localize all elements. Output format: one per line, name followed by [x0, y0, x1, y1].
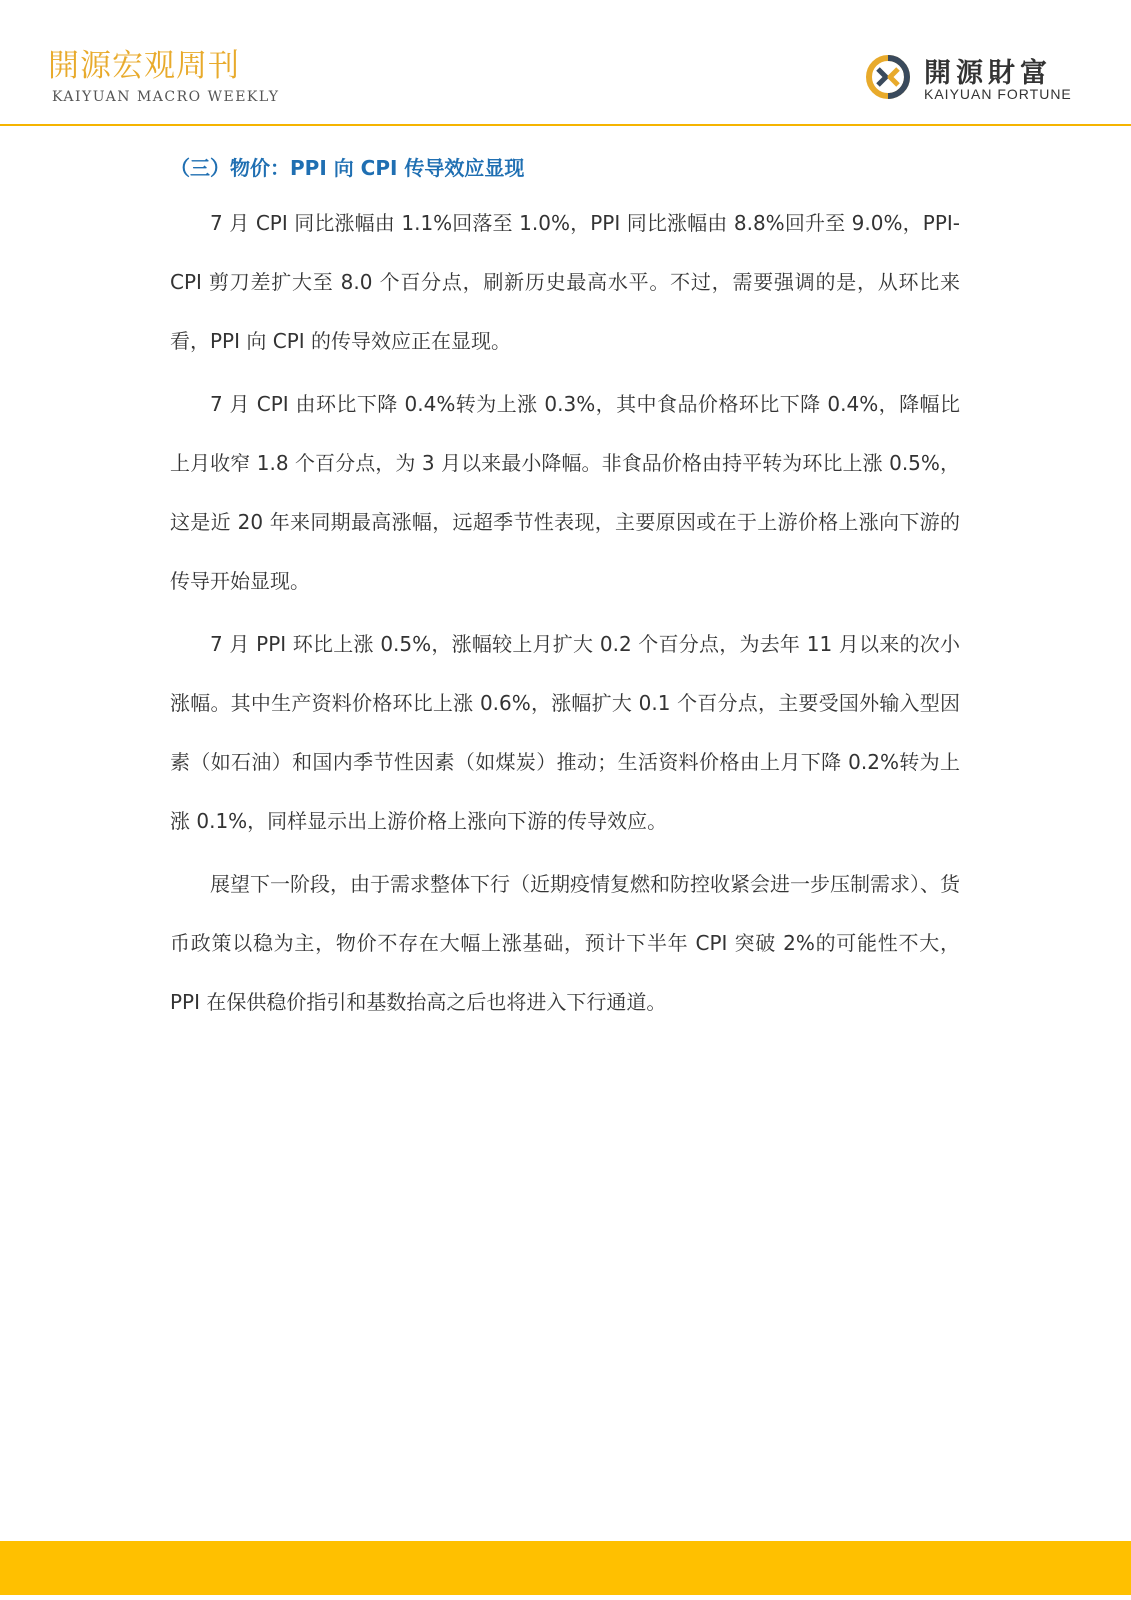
paragraph-cpi-ppi-yoy: 7 月 CPI 同比涨幅由 1.1%回落至 1.0%，PPI 同比涨幅由 8.8%回升至 9.0%，PPI-CPI 剪刀差扩大至 8.0 个百分点，刷新历史最高水平。不过，需要强调的是，从环比来看，PPI 向 CPI 的传导效应正在显现。: [170, 211, 960, 353]
logo-chinese-text: 開源財富: [924, 58, 1052, 89]
article-body: [170, 146, 960, 1032]
paragraph-ppi-mom: 7 月 PPI 环比上涨 0.5%，涨幅较上月扩大 0.2 个百分点，为去年 11 月以来的次小涨幅。其中生产资料价格环比上涨 0.6%，涨幅扩大 0.1 个百分点，主要受国外输入型因素（如石油）和国内季节性因素（如煤炭）推动；生活资料价格由上月下降 0.2%转为上涨 0.1%，同样显示出上游价格上涨向下游的传导效应。: [170, 632, 960, 833]
journal-subtitle: KAIYUAN MACRO WEEKLY: [52, 89, 280, 105]
page-header: [0, 0, 1131, 126]
section-heading: （三）物价：PPI 向 CPI 传导效应显现: [170, 156, 525, 180]
header-divider: [0, 124, 1131, 126]
kaiyuan-logo-icon: [864, 53, 912, 101]
logo-english-text: KAIYUAN FORTUNE: [924, 86, 1072, 102]
journal-title: 開源宏观周刊: [48, 48, 240, 84]
paragraph-cpi-mom: 7 月 CPI 由环比下降 0.4%转为上涨 0.3%，其中食品价格环比下降 0.4%，降幅比上月收窄 1.8 个百分点，为 3 月以来最小降幅。非食品价格由持平转为环比上涨 0.5%，这是近 20 年来同期最高涨幅，远超季节性表现，主要原因或在于上游价格上涨向下游的传导开始显现。: [170, 392, 960, 593]
footer-bar: [0, 1541, 1131, 1595]
kaiyuan-fortune-logo: [864, 50, 1084, 106]
paragraph-outlook: 展望下一阶段，由于需求整体下行（近期疫情复燃和防控收紧会进一步压制需求）、货币政策以稳为主，物价不存在大幅上涨基础，预计下半年 CPI 突破 2%的可能性不大，PPI 在保供稳价指引和基数抬高之后也将进入下行通道。: [170, 872, 960, 1014]
